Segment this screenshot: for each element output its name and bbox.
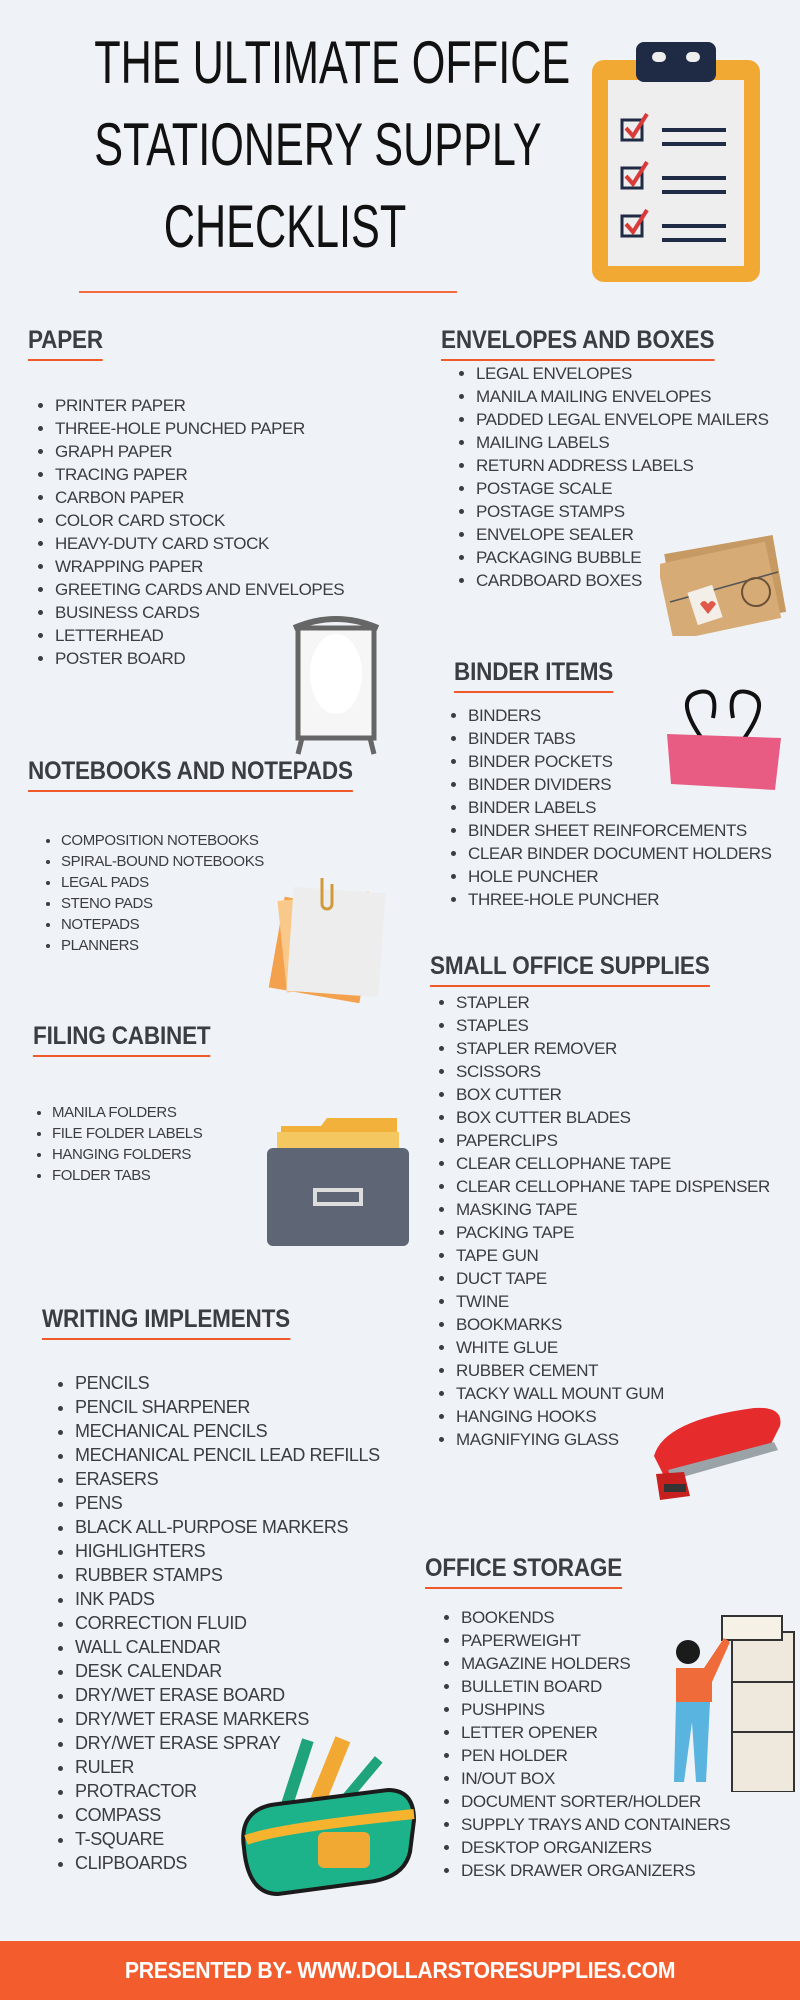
footer-banner <box>0 1941 800 2000</box>
page-title <box>20 22 571 268</box>
list-item: • STAPLER <box>456 991 770 1014</box>
list-item: • HANGING HOOKS <box>456 1405 770 1428</box>
list-item: • CARBON PAPER <box>55 486 344 509</box>
footer-text[interactable]: PRESENTED BY- WWW.DOLLARSTORESUPPLIES.COM <box>124 1957 676 1983</box>
title-divider <box>79 291 457 293</box>
list-item: • WHITE GLUE <box>456 1336 770 1359</box>
section-heading: NOTEBOOKS AND NOTEPADS <box>28 757 353 792</box>
section-heading: FILING CABINET <box>33 1022 210 1057</box>
list-item: • BUSINESS CARDS <box>55 601 344 624</box>
list-item: • RULER <box>75 1755 380 1779</box>
file-drawer-icon <box>265 1116 411 1248</box>
list-item: • DESKTOP ORGANIZERS <box>461 1836 730 1859</box>
list-item: • CLEAR CELLOPHANE TAPE DISPENSER <box>456 1175 770 1198</box>
list-item: • PEN HOLDER <box>461 1744 730 1767</box>
list-item: • DUCT TAPE <box>456 1267 770 1290</box>
list-item: • TWINE <box>456 1290 770 1313</box>
list-item: • ERASERS <box>75 1467 380 1491</box>
section-office-storage <box>425 1554 731 1880</box>
list-item: • BINDER LABELS <box>468 796 772 819</box>
list-item: • MAGNIFYING GLASS <box>456 1428 770 1451</box>
list-item: • DRY/WET ERASE SPRAY <box>75 1731 380 1755</box>
poster-board-stand-icon <box>290 614 382 756</box>
list-item: • T-SQUARE <box>75 1827 380 1851</box>
list-item: • PENS <box>75 1491 380 1515</box>
list-item: • MANILA MAILING ENVELOPES <box>476 385 769 408</box>
list-item: • PUSHPINS <box>461 1698 730 1721</box>
list-item: • INK PADS <box>75 1587 380 1611</box>
small-supplies-list <box>436 991 770 1451</box>
pencil-case-icon <box>238 1728 418 1900</box>
list-item: • BINDER SHEET REINFORCEMENTS <box>468 819 772 842</box>
sticky-notes-icon <box>256 874 390 1012</box>
list-item: • POSTAGE STAMPS <box>476 500 769 523</box>
list-item: • NOTEPADS <box>61 914 264 935</box>
list-item: • STAPLES <box>456 1014 770 1037</box>
list-item: • BOOKMARKS <box>456 1313 770 1336</box>
list-item: • MAGAZINE HOLDERS <box>461 1652 730 1675</box>
section-heading: PAPER <box>28 326 103 361</box>
list-item: • DRY/WET ERASE BOARD <box>75 1683 380 1707</box>
list-item: • BINDER TABS <box>468 727 772 750</box>
list-item: • BINDER DIVIDERS <box>468 773 772 796</box>
list-item: • RUBBER STAMPS <box>75 1563 380 1587</box>
list-item: • PADDED LEGAL ENVELOPE MAILERS <box>476 408 769 431</box>
section-heading: BINDER ITEMS <box>454 658 613 693</box>
list-item: • CORRECTION FLUID <box>75 1611 380 1635</box>
section-binder-items <box>454 658 772 909</box>
clipboard-checklist-icon <box>590 42 762 284</box>
list-item: • ENVELOPE SEALER <box>476 523 769 546</box>
list-item: • TACKY WALL MOUNT GUM <box>456 1382 770 1405</box>
person-filing-icon <box>658 1612 798 1792</box>
list-item: • GRAPH PAPER <box>55 440 344 463</box>
binder-clip-icon <box>663 688 785 792</box>
title-line: CHECKLIST <box>163 193 407 260</box>
list-item: • HOLE PUNCHER <box>468 865 772 888</box>
list-item: • FILE FOLDER LABELS <box>52 1123 202 1144</box>
section-paper <box>28 326 345 668</box>
list-item: • RUBBER CEMENT <box>456 1359 770 1382</box>
list-item: • HANGING FOLDERS <box>52 1144 202 1165</box>
list-item: • BOOKENDS <box>461 1606 730 1629</box>
title-line: STATIONERY SUPPLY <box>94 111 542 178</box>
list-item: • HEAVY-DUTY CARD STOCK <box>55 532 344 555</box>
section-heading: OFFICE STORAGE <box>425 1554 622 1589</box>
list-item: • TRACING PAPER <box>55 463 344 486</box>
list-item: • MECHANICAL PENCILS <box>75 1419 380 1443</box>
title-line: THE ULTIMATE OFFICE <box>94 29 571 96</box>
list-item: • PENCILS <box>75 1371 380 1395</box>
list-item: • MAILING LABELS <box>476 431 769 454</box>
list-item: • CLEAR BINDER DOCUMENT HOLDERS <box>468 842 772 865</box>
list-item: • SUPPLY TRAYS AND CONTAINERS <box>461 1813 730 1836</box>
list-item: • MANILA FOLDERS <box>52 1102 202 1123</box>
list-item: • BOX CUTTER <box>456 1083 770 1106</box>
list-item: • TAPE GUN <box>456 1244 770 1267</box>
list-item: • STAPLER REMOVER <box>456 1037 770 1060</box>
list-item: • BOX CUTTER BLADES <box>456 1106 770 1129</box>
list-item: • COMPOSITION NOTEBOOKS <box>61 830 264 851</box>
filing-list <box>32 1102 202 1186</box>
list-item: • WRAPPING PAPER <box>55 555 344 578</box>
list-item: • SCISSORS <box>456 1060 770 1083</box>
list-item: • PACKING TAPE <box>456 1221 770 1244</box>
section-notebooks-and-notepads <box>28 757 389 954</box>
list-item: • RETURN ADDRESS LABELS <box>476 454 769 477</box>
notebooks-list <box>41 830 264 956</box>
list-item: • IN/OUT BOX <box>461 1767 730 1790</box>
list-item: • WALL CALENDAR <box>75 1635 380 1659</box>
list-item: • CLEAR CELLOPHANE TAPE <box>456 1152 770 1175</box>
parcel-envelopes-icon <box>660 532 786 636</box>
list-item: • PACKAGING BUBBLE <box>476 546 769 569</box>
list-item: • PAPERWEIGHT <box>461 1629 730 1652</box>
section-heading: SMALL OFFICE SUPPLIES <box>430 952 710 987</box>
list-item: • BINDERS <box>468 704 772 727</box>
list-item: • MECHANICAL PENCIL LEAD REFILLS <box>75 1443 380 1467</box>
list-item: • LEGAL ENVELOPES <box>476 362 769 385</box>
section-heading: WRITING IMPLEMENTS <box>42 1305 290 1340</box>
list-item: • POSTAGE SCALE <box>476 477 769 500</box>
list-item: • PAPERCLIPS <box>456 1129 770 1152</box>
list-item: • POSTER BOARD <box>55 647 344 670</box>
list-item: • DESK CALENDAR <box>75 1659 380 1683</box>
list-item: • COLOR CARD STOCK <box>55 509 344 532</box>
stapler-icon <box>644 1400 788 1504</box>
list-item: • PROTRACTOR <box>75 1779 380 1803</box>
list-item: • PRINTER PAPER <box>55 394 344 417</box>
list-item: • STENO PADS <box>61 893 264 914</box>
list-item: • DOCUMENT SORTER/HOLDER <box>461 1790 730 1813</box>
list-item: • THREE-HOLE PUNCHER <box>468 888 772 911</box>
list-item: • DRY/WET ERASE MARKERS <box>75 1707 380 1731</box>
section-heading: ENVELOPES AND BOXES <box>441 326 714 361</box>
section-envelopes-and-boxes <box>441 326 769 590</box>
list-item: • THREE-HOLE PUNCHED PAPER <box>55 417 344 440</box>
list-item: • PLANNERS <box>61 935 264 956</box>
list-item: • CLIPBOARDS <box>75 1851 380 1875</box>
list-item: • PENCIL SHARPENER <box>75 1395 380 1419</box>
section-filing-cabinet <box>33 1022 230 1184</box>
list-item: • HIGHLIGHTERS <box>75 1539 380 1563</box>
list-item: • BULLETIN BOARD <box>461 1675 730 1698</box>
list-item: • DESK DRAWER ORGANIZERS <box>461 1859 730 1882</box>
list-item: • FOLDER TABS <box>52 1165 202 1186</box>
list-item: • COMPASS <box>75 1803 380 1827</box>
section-small-office-supplies <box>430 952 770 1449</box>
list-item: • MASKING TAPE <box>456 1198 770 1221</box>
section-writing-implements <box>42 1305 380 1873</box>
list-item: • LETTERHEAD <box>55 624 344 647</box>
list-item: • BLACK ALL-PURPOSE MARKERS <box>75 1515 380 1539</box>
list-item: • SPIRAL-BOUND NOTEBOOKS <box>61 851 264 872</box>
list-item: • GREETING CARDS AND ENVELOPES <box>55 578 344 601</box>
list-item: • BINDER POCKETS <box>468 750 772 773</box>
list-item: • LEGAL PADS <box>61 872 264 893</box>
list-item: • CARDBOARD BOXES <box>476 569 769 592</box>
list-item: • LETTER OPENER <box>461 1721 730 1744</box>
